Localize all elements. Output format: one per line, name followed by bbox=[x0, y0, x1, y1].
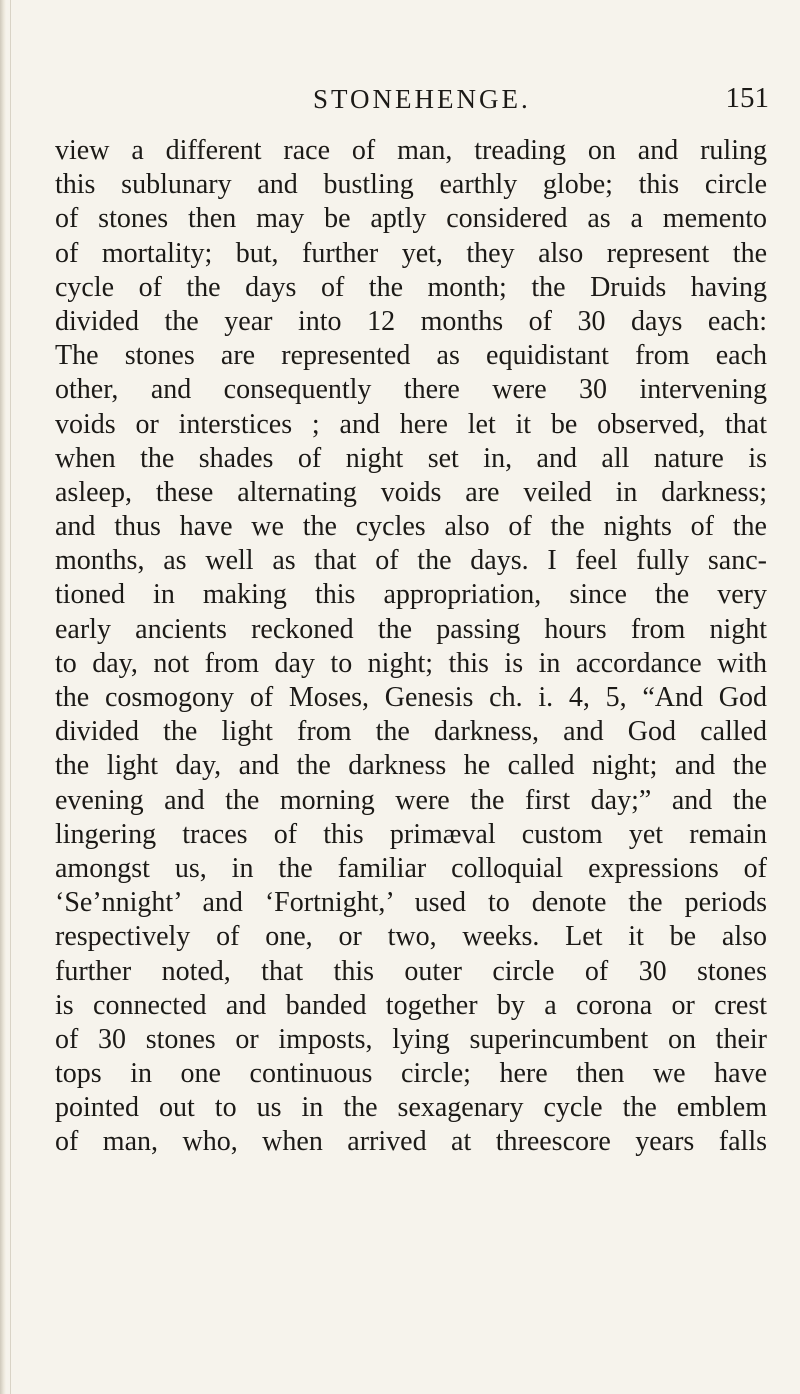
text-line: of man, who, when arrived at threescore years falls bbox=[55, 1126, 767, 1158]
text-line: of 30 stones or imposts, lying superincumbent on their bbox=[55, 1023, 767, 1055]
page-edge-line bbox=[10, 0, 11, 1394]
text-line: asleep, these alternating voids are veiled in darkness; bbox=[55, 476, 767, 508]
running-title: STONEHENGE. bbox=[313, 84, 531, 114]
text-line: is connected and banded together by a corona or crest bbox=[55, 989, 767, 1021]
text-line: when the shades of night set in, and all nature is bbox=[55, 442, 767, 474]
text-line: ‘Se’nnight’ and ‘Fortnight,’ used to denote the periods bbox=[55, 887, 767, 919]
text-line: evening and the morning were the first day;” and the bbox=[55, 784, 767, 816]
text-line: The stones are represented as equidistant from each bbox=[55, 340, 767, 372]
text-line: this sublunary and bustling earthly globe; this circle bbox=[55, 169, 767, 201]
text-line: divided the year into 12 months of 30 days each: bbox=[55, 305, 767, 337]
text-line: voids or interstices ; and here let it be observed, that bbox=[55, 408, 767, 440]
text-line: cycle of the days of the month; the Druids having bbox=[55, 271, 767, 303]
text-line: tops in one continuous circle; here then we have bbox=[55, 1058, 767, 1090]
text-line: of mortality; but, further yet, they also represent the bbox=[55, 237, 767, 269]
text-line: tioned in making this appropriation, since the very bbox=[55, 579, 767, 611]
page-edge-shadow bbox=[0, 0, 6, 1394]
text-line: to day, not from day to night; this is in accordance with bbox=[55, 647, 767, 679]
text-line: divided the light from the darkness, and God called bbox=[55, 716, 767, 748]
text-line: the light day, and the darkness he called night; and the bbox=[55, 750, 767, 782]
text-line: of stones then may be aptly considered as a memento bbox=[55, 203, 767, 235]
text-line: view a different race of man, treading on and ruling bbox=[55, 135, 767, 166]
text-line: respectively of one, or two, weeks. Let it be also bbox=[55, 921, 767, 953]
text-line: pointed out to us in the sexagenary cycle the emblem bbox=[55, 1092, 767, 1124]
text-line: amongst us, in the familiar colloquial expressions of bbox=[55, 852, 767, 884]
page-number: 151 bbox=[725, 82, 769, 114]
text-line: months, as well as that of the days. I feel fully sanc- bbox=[55, 545, 767, 577]
body-text bbox=[55, 134, 767, 1160]
text-line: lingering traces of this primæval custom yet remain bbox=[55, 818, 767, 850]
text-line: further noted, that this outer circle of 30 stones bbox=[55, 955, 767, 987]
text-line: early ancients reckoned the passing hours from night bbox=[55, 613, 767, 645]
text-line: the cosmogony of Moses, Genesis ch. i. 4, 5, “And God bbox=[55, 682, 767, 713]
running-head bbox=[0, 80, 800, 120]
text-line: and thus have we the cycles also of the nights of the bbox=[55, 511, 767, 543]
text-line: other, and consequently there were 30 intervening bbox=[55, 374, 767, 406]
